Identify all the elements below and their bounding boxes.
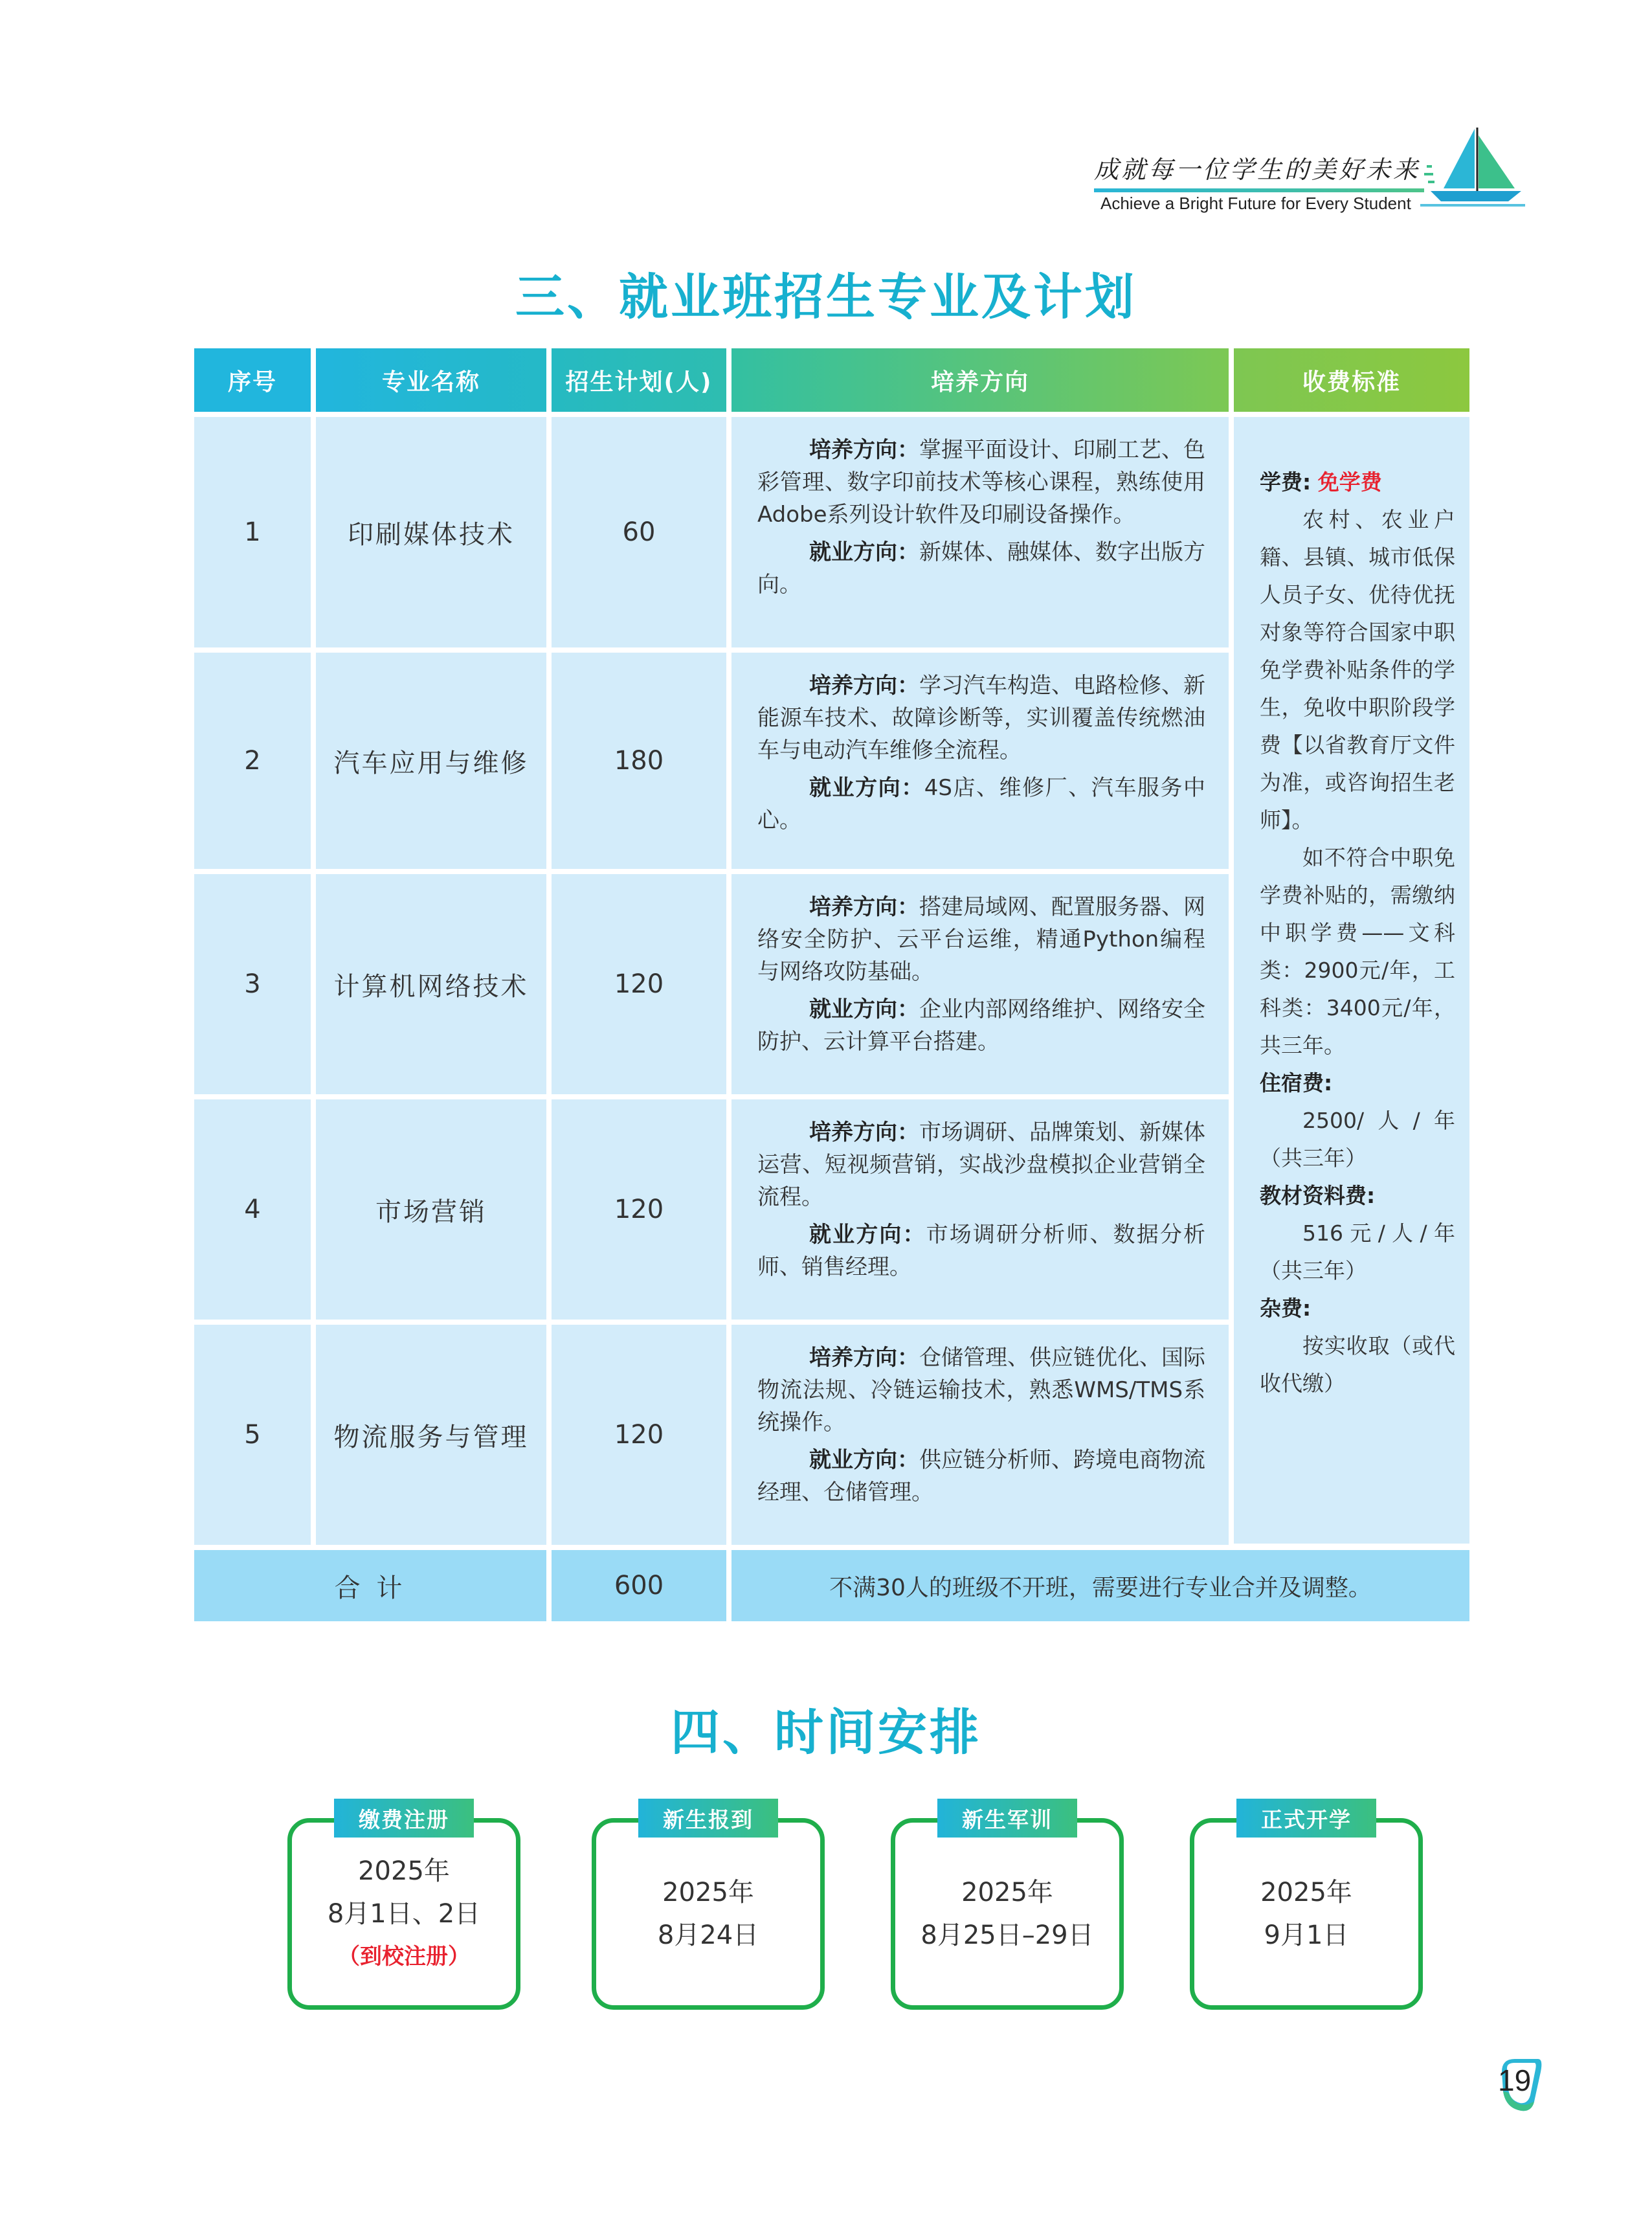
employment-text: 市场调研分析师、数据分析师、销售经理。 — [757, 1222, 1205, 1280]
schedule-date: 8月24日 — [657, 1920, 759, 1950]
lodging-value: 2500/人/年（共三年） — [1260, 1108, 1455, 1171]
schedule-year: 2025年 — [662, 1878, 754, 1907]
employment-label: 就业方向： — [809, 775, 924, 801]
schedule-card-box — [891, 1818, 1124, 2010]
row-3-direction — [731, 874, 1229, 1094]
row-4-index: 4 — [194, 1099, 311, 1320]
row-1-direction — [731, 417, 1229, 647]
material-label: 教材资料费: — [1260, 1183, 1376, 1208]
schedule-year: 2025年 — [1260, 1878, 1352, 1907]
row-5-direction — [731, 1325, 1229, 1545]
misc-label: 杂费: — [1260, 1296, 1312, 1321]
row-2-major: 汽车应用与维修 — [316, 653, 546, 869]
employment-label: 就业方向： — [809, 996, 919, 1022]
schedule-card-registration — [592, 1799, 825, 2010]
column-header-index: 序号 — [194, 348, 311, 412]
page-number-text: 19 — [1498, 2063, 1532, 2097]
page-number — [1489, 2052, 1554, 2117]
schedule-date: 9月1日 — [1264, 1920, 1349, 1950]
section-title-schedule: 四、时间安排 — [671, 1703, 981, 1761]
schedule-year: 2025年 — [358, 1856, 450, 1886]
row-1-index: 1 — [194, 417, 311, 647]
employment-text: 企业内部网络维护、网络安全防护、云计算平台搭建。 — [757, 996, 1205, 1055]
total-label: 合 计 — [194, 1550, 546, 1621]
schedule-year: 2025年 — [961, 1878, 1053, 1907]
training-text: 掌握平面设计、印刷工艺、色彩管理、数字印前技术等核心课程，熟练使用Adobe系列设计软件及印刷设备操作。 — [757, 437, 1205, 528]
training-label: 培养方向： — [809, 437, 919, 463]
training-label: 培养方向： — [809, 673, 919, 699]
training-label: 培养方向： — [809, 1345, 919, 1371]
tuition-paid-note: 如不符合中职免学费补贴的，需缴纳中职学费——文科类：2900元/年，工科类：3400元/年，共三年。 — [1260, 845, 1455, 1058]
schedule-tag: 新生报到 — [638, 1799, 778, 1838]
row-2-direction — [731, 653, 1229, 869]
row-1-major: 印刷媒体技术 — [316, 417, 546, 647]
schedule-note: （到校注册） — [338, 1944, 470, 1970]
row-3-index: 3 — [194, 874, 311, 1094]
column-header-major: 专业名称 — [316, 348, 546, 412]
tuition-free-value: 免学费 — [1317, 469, 1382, 495]
schedule-card-box — [592, 1818, 825, 2010]
training-label: 培养方向： — [809, 1119, 919, 1145]
schedule-card-box — [1190, 1818, 1423, 2010]
training-text: 搭建局域网、配置服务器、网络安全防护、云平台运维，精通Python编程与网络攻防基础。 — [757, 894, 1205, 985]
row-4-direction — [731, 1099, 1229, 1320]
employment-label: 就业方向： — [809, 539, 919, 565]
schedule-card-box — [287, 1818, 520, 2010]
section-title-enrollment-plan: 三、就业班招生专业及计划 — [515, 268, 1137, 326]
row-1-plan: 60 — [552, 417, 726, 647]
tuition-exemption-note: 农村、农业户籍、县镇、城市低保人员子女、优待优抚对象等符合国家中职免学费补贴条件的学生，免收中职阶段学费【以省教育厅文件为准，或咨询招生老师】。 — [1260, 507, 1455, 833]
slogan-english: Achieve a Bright Future for Every Student — [1100, 194, 1411, 213]
fee-standard-cell — [1234, 417, 1469, 1544]
training-text: 仓储管理、供应链优化、国际物流法规、冷链运输技术，熟悉WMS/TMS系统操作。 — [757, 1345, 1205, 1435]
training-label: 培养方向： — [809, 894, 919, 920]
lodging-label: 住宿费: — [1260, 1070, 1333, 1096]
schedule-tag: 新生军训 — [937, 1799, 1077, 1838]
slogan-chinese: 成就每一位学生的美好未来 — [1094, 155, 1421, 184]
row-3-major: 计算机网络技术 — [316, 874, 546, 1094]
total-note: 不满30人的班级不开班，需要进行专业合并及调整。 — [731, 1550, 1469, 1621]
total-plan: 600 — [552, 1550, 726, 1621]
row-2-plan: 180 — [552, 653, 726, 869]
schedule-card-semester-start — [1190, 1799, 1423, 2010]
page-header — [1094, 126, 1534, 223]
schedule-date: 8月25日–29日 — [921, 1920, 1094, 1950]
row-4-major: 市场营销 — [316, 1099, 546, 1320]
training-text: 市场调研、品牌策划、新媒体运营、短视频营销，实战沙盘模拟企业营销全流程。 — [757, 1119, 1205, 1210]
employment-label: 就业方向： — [809, 1222, 926, 1248]
material-value: 516元/人/年（共三年） — [1260, 1220, 1455, 1283]
sailboat-logo-icon — [1418, 126, 1528, 210]
misc-value: 按实收取（或代收代缴） — [1260, 1333, 1455, 1396]
schedule-tag: 缴费注册 — [334, 1799, 474, 1838]
employment-text: 4S店、维修厂、汽车服务中心。 — [757, 775, 1206, 833]
employment-text: 新媒体、融媒体、数字出版方向。 — [757, 539, 1205, 598]
enrollment-table — [194, 348, 1469, 1625]
employment-label: 就业方向： — [809, 1447, 919, 1473]
tuition-label: 学费: — [1260, 469, 1312, 495]
employment-text: 供应链分析师、跨境电商物流经理、仓储管理。 — [757, 1447, 1205, 1505]
schedule-card-payment — [287, 1799, 520, 2010]
slogan-rule — [1094, 188, 1424, 192]
column-header-plan: 招生计划(人) — [552, 348, 726, 412]
row-5-index: 5 — [194, 1325, 311, 1545]
row-5-plan: 120 — [552, 1325, 726, 1545]
row-4-plan: 120 — [552, 1099, 726, 1320]
column-header-fee: 收费标准 — [1234, 348, 1469, 412]
schedule-card-military-training — [891, 1799, 1124, 2010]
schedule-tag: 正式开学 — [1236, 1799, 1376, 1838]
row-2-index: 2 — [194, 653, 311, 869]
row-5-major: 物流服务与管理 — [316, 1325, 546, 1545]
row-3-plan: 120 — [552, 874, 726, 1094]
column-header-direction: 培养方向 — [731, 348, 1229, 412]
schedule-date: 8月1日、2日 — [327, 1899, 481, 1929]
training-text: 学习汽车构造、电路检修、新能源车技术、故障诊断等，实训覆盖传统燃油车与电动汽车维修全流程。 — [757, 673, 1205, 763]
